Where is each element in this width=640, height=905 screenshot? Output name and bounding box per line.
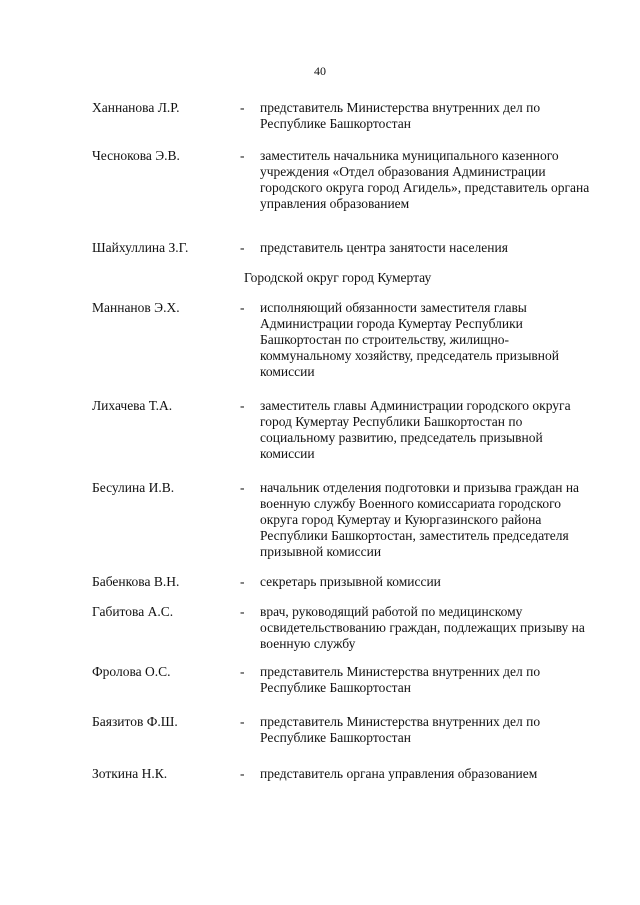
member-name: Бабенкова В.Н.: [92, 574, 180, 589]
dash: -: [240, 148, 245, 163]
member-role: врач, руководящий работой по медицинскому освидетельствованию граждан, подлежащих призыву на военную службу: [260, 604, 585, 651]
member-name: Лихачева Т.А.: [92, 398, 173, 413]
dash: -: [240, 604, 245, 619]
dash: -: [240, 664, 245, 679]
dash: -: [240, 714, 245, 729]
member-name: Чеснокова Э.В.: [92, 148, 180, 163]
dash: -: [240, 480, 245, 495]
page-number: 40: [314, 64, 326, 78]
dash: -: [240, 240, 245, 255]
dash: -: [240, 398, 245, 413]
member-name: Маннанов Э.Х.: [92, 300, 180, 315]
dash: -: [240, 574, 245, 589]
dash: -: [240, 766, 245, 781]
section-title: Городской округ город Кумертау: [244, 270, 432, 285]
member-role: представитель центра занятости населения: [260, 240, 508, 255]
member-name: Фролова О.С.: [92, 664, 171, 679]
member-role: исполняющий обязанности заместителя главы Администрации города Кумертау Республики Башкортостан по строительству, жилищно-коммунальному хозяйству, председатель призывной комиссии: [260, 300, 559, 379]
member-name: Бесулина И.В.: [92, 480, 175, 495]
member-role: представитель Министерства внутренних дел по Республике Башкортостан: [260, 664, 541, 695]
member-role: заместитель начальника муниципального казенного учреждения «Отдел образования Администрации городского округа город Агидель», представитель органа управления образованием: [260, 148, 590, 211]
member-role: представитель органа управления образованием: [260, 766, 538, 781]
member-role: представитель Министерства внутренних дел по Республике Башкортостан: [260, 100, 541, 131]
member-name: Шайхуллина З.Г.: [92, 240, 189, 255]
dash: -: [240, 100, 245, 115]
member-name: Зоткина Н.К.: [92, 766, 168, 781]
member-role: представитель Министерства внутренних дел по Республике Башкортостан: [260, 714, 541, 745]
dash: -: [240, 300, 245, 315]
member-role: заместитель главы Администрации городского округа город Кумертау Республики Башкортостан по социальному развитию, председатель призывной комиссии: [260, 398, 571, 461]
member-name: Баязитов Ф.Ш.: [92, 714, 178, 729]
member-role: начальник отделения подготовки и призыва граждан на военную службу Военного комиссариата городского округа город Кумертау и Куюргазинского района Республики Башкортостан, заместитель председателя призывной комиссии: [260, 480, 580, 559]
member-name: Ханнанова Л.Р.: [92, 100, 180, 115]
member-name: Габитова А.С.: [92, 604, 174, 619]
member-role: секретарь призывной комиссии: [260, 574, 441, 589]
